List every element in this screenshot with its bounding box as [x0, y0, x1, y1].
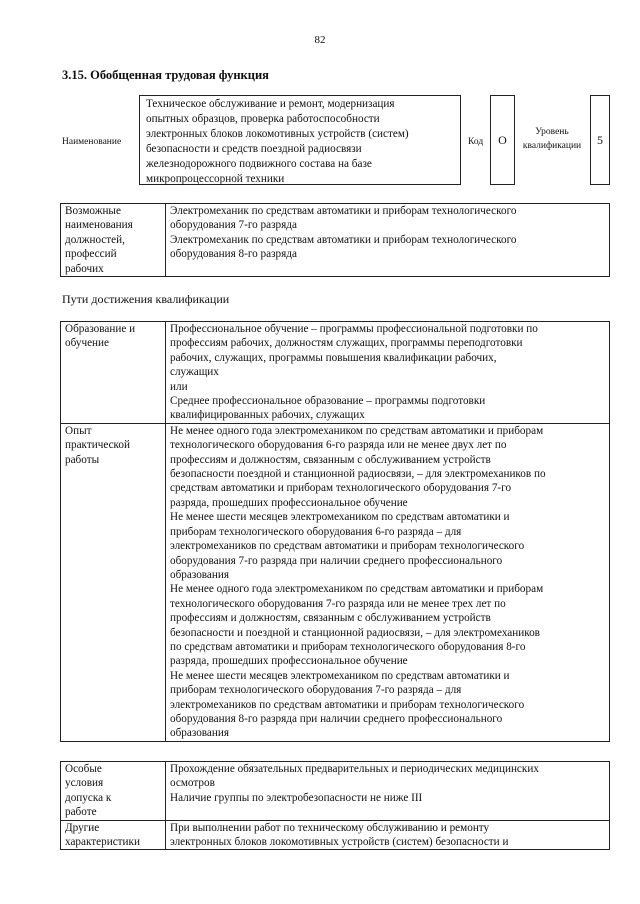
positions-table: [60, 203, 610, 277]
value-line: профессиям рабочих, должностям служащих, программы переподготовки: [170, 337, 523, 350]
value-line: образования: [170, 568, 230, 581]
label-line: наименования: [65, 219, 133, 232]
value-line: безопасности и поездной и станционной радиосвязи, – для электромехаников: [170, 626, 540, 639]
label-line: характеристики: [65, 836, 140, 849]
table-row: [61, 322, 610, 424]
value-line: Не менее одного года электромехаником по средствам автоматики и приборам: [170, 583, 544, 596]
table-row: [61, 820, 610, 850]
value-line: Среднее профессиональное образование – программы подготовки: [170, 395, 486, 408]
table-row: [61, 423, 610, 741]
label-line: допуска к: [65, 791, 112, 804]
label-line: Особые: [65, 763, 102, 775]
function-name-line: Техническое обслуживание и ремонт, модернизация: [146, 98, 395, 110]
value-line: электронных блоков локомотивных устройств (систем) безопасности и: [170, 836, 509, 849]
value-line: оборудования 8-го разряда: [170, 248, 297, 261]
value-line: Профессиональное обучение – программы профессиональной подготовки по: [170, 323, 538, 335]
label-line: условия: [65, 777, 104, 790]
value-line: профессиям и должностям, связанным с обслуживанием устройств: [170, 612, 491, 625]
value-line: разряда, прошедших профессиональное обучение: [170, 655, 408, 668]
value-line: оборудования 8-го разряда при наличии среднего профессионального: [170, 712, 503, 725]
level-label-line: Уровень: [535, 127, 569, 137]
function-name-box: [139, 95, 461, 185]
value-line: Электромеханик по средствам автоматики и приборам технологического: [170, 205, 517, 217]
experience-label-cell: [61, 423, 166, 741]
code-label: Код: [468, 137, 484, 147]
value-line: Не менее шести месяцев электромехаником по средствам автоматики и: [170, 511, 510, 524]
function-name-line: железнодорожного подвижного состава на базе: [146, 158, 372, 170]
value-line: При выполнении работ по техническому обслуживанию и ремонту: [170, 821, 490, 834]
positions-value-cell: [166, 204, 610, 277]
value-line: Наличие группы по электробезопасности не ниже III: [170, 791, 423, 804]
label-line: Опыт: [65, 424, 92, 437]
value-line: электромехаников по средствам автоматики и приборам технологического: [170, 540, 525, 553]
label-line: должностей,: [65, 233, 125, 246]
level-value: 5: [597, 132, 603, 147]
qualification-paths-table: [60, 321, 610, 742]
label-line: работы: [65, 453, 100, 466]
other-value-cell: [166, 820, 610, 850]
value-line: Прохождение обязательных предварительных и периодических медицинских: [170, 763, 539, 775]
value-line: оборудования 7-го разряда при наличии среднего профессионального: [170, 554, 503, 567]
value-line: разряда, прошедших профессиональное обучение: [170, 496, 408, 509]
special-conditions-label-cell: [61, 762, 166, 821]
section-title: 3.15. Обобщенная трудовая функция: [62, 68, 269, 82]
value-line: приборам технологического оборудования 7-го разряда – для: [170, 684, 462, 697]
positions-label-cell: [61, 204, 166, 277]
value-line: или: [170, 380, 188, 393]
education-label-cell: [61, 322, 166, 424]
value-line: осмотров: [170, 777, 215, 790]
level-label-line: квалификации: [522, 141, 582, 151]
value-line: технологического оборудования 6-го разряда или не менее двух лет по: [170, 439, 507, 452]
value-line: образования: [170, 727, 230, 740]
value-line: Не менее одного года электромехаником по средствам автоматики и приборам: [170, 424, 544, 437]
code-value-box: [490, 95, 515, 185]
value-line: технологического оборудования 7-го разряда или не менее трех лет по: [170, 597, 506, 610]
value-line: по средствам автоматики и приборам технологического оборудования 8-го: [170, 640, 526, 653]
value-line: электромехаников по средствам автоматики и приборам технологического: [170, 698, 525, 711]
value-line: безопасности поездной и станционной радиосвязи, – для электромехаников по: [170, 468, 546, 481]
function-name-line: безопасности и средств поездной радиосвязи: [146, 143, 362, 155]
level-value-box: [590, 95, 610, 185]
function-name-line: опытных образцов, проверка работоспособности: [146, 113, 380, 125]
value-line: служащих: [170, 366, 219, 379]
value-line: приборам технологического оборудования 6-го разряда – для: [170, 525, 462, 538]
label-line: Возможные: [65, 205, 121, 217]
table-row: [61, 762, 610, 821]
conditions-table: [60, 761, 610, 850]
value-line: рабочих, служащих, программы повышения квалификации рабочих,: [170, 351, 497, 364]
label-line: практической: [65, 439, 130, 452]
label-line: Другие: [65, 821, 100, 834]
experience-value-cell: [166, 423, 610, 741]
label-line: обучение: [65, 337, 109, 350]
code-value: О: [498, 132, 507, 147]
page-number: 82: [314, 34, 326, 46]
value-line: оборудования 7-го разряда: [170, 219, 297, 232]
value-line: Не менее шести месяцев электромехаником по средствам автоматики и: [170, 669, 510, 682]
table-row: [61, 204, 610, 277]
value-line: средствам автоматики и приборам технологического оборудования 7-го: [170, 482, 512, 495]
value-line: Электромеханик по средствам автоматики и приборам технологического: [170, 233, 517, 246]
level-label: [516, 125, 588, 153]
function-name-line: электронных блоков локомотивных устройств (систем): [146, 128, 409, 140]
special-conditions-value-cell: [166, 762, 610, 821]
value-line: профессиям и должностям, связанным с обслуживанием устройств: [170, 453, 491, 466]
label-line: работе: [65, 806, 97, 819]
other-label-cell: [61, 820, 166, 850]
paths-title: Пути достижения квалификации: [62, 292, 230, 306]
function-name-line: микропроцессорной техники: [146, 173, 285, 185]
value-line: квалифицированных рабочих, служащих: [170, 409, 365, 422]
label-line: профессий: [65, 248, 117, 261]
name-label: Наименование: [62, 137, 122, 147]
education-value-cell: [166, 322, 610, 424]
label-line: Образование и: [65, 323, 136, 335]
label-line: рабочих: [65, 262, 104, 275]
